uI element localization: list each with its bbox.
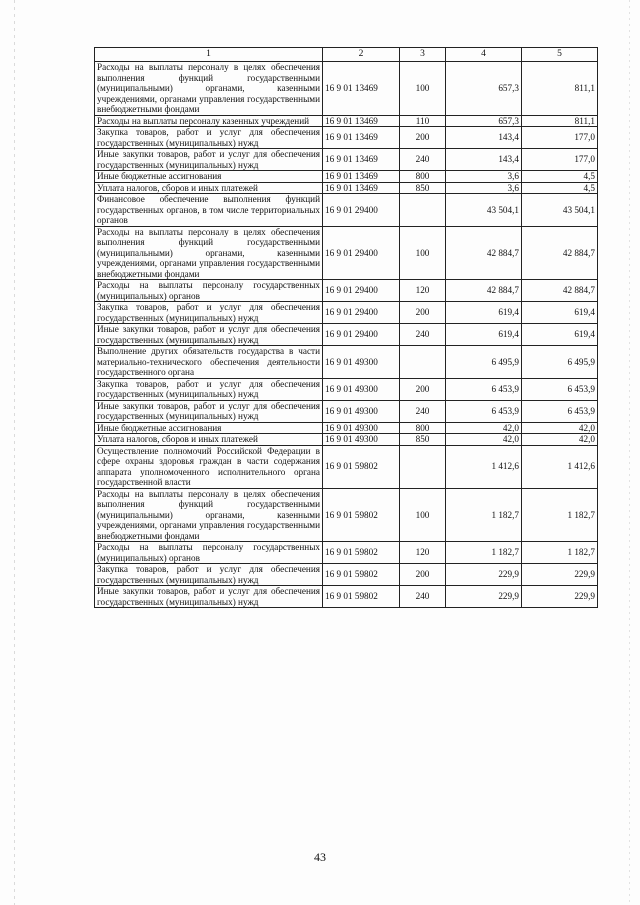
table-row bbox=[95, 280, 598, 302]
table-row bbox=[95, 445, 598, 488]
cell-amount-1: 6 453,9 bbox=[446, 378, 522, 400]
cell-target-code: 16 9 01 49300 bbox=[323, 378, 400, 400]
header-col-5: 5 bbox=[522, 48, 598, 62]
cell-amount-2: 229,9 bbox=[522, 586, 598, 608]
cell-target-code: 16 9 01 49300 bbox=[323, 434, 400, 446]
cell-target-code: 16 9 01 29400 bbox=[323, 280, 400, 302]
cell-amount-1: 657,3 bbox=[446, 62, 522, 116]
cell-expense-type: 110 bbox=[400, 115, 446, 127]
cell-amount-1: 1 412,6 bbox=[446, 445, 522, 488]
cell-name: Иные бюджетные ассигнования bbox=[95, 422, 323, 434]
cell-amount-2: 6 495,9 bbox=[522, 346, 598, 379]
cell-amount-2: 811,1 bbox=[522, 115, 598, 127]
table-row bbox=[95, 564, 598, 586]
cell-expense-type: 800 bbox=[400, 422, 446, 434]
cell-amount-2: 619,4 bbox=[522, 324, 598, 346]
table-row bbox=[95, 422, 598, 434]
cell-name: Иные закупки товаров, работ и услуг для обеспечения государственных (муниципальных) нужд bbox=[95, 400, 323, 422]
table-body bbox=[95, 62, 598, 608]
cell-expense-type: 100 bbox=[400, 226, 446, 280]
cell-name: Финансовое обеспечение выполнения функций государственных органов, в том числе территориальных органов bbox=[95, 194, 323, 227]
cell-name: Закупка товаров, работ и услуг для обеспечения государственных (муниципальных) нужд bbox=[95, 302, 323, 324]
cell-name: Расходы на выплаты персоналу государственных (муниципальных) органов bbox=[95, 280, 323, 302]
cell-name: Расходы на выплаты персоналу государственных (муниципальных) органов bbox=[95, 542, 323, 564]
cell-amount-2: 229,9 bbox=[522, 564, 598, 586]
cell-target-code: 16 9 01 29400 bbox=[323, 302, 400, 324]
cell-expense-type: 200 bbox=[400, 564, 446, 586]
cell-amount-2: 42 884,7 bbox=[522, 226, 598, 280]
cell-name: Иные закупки товаров, работ и услуг для обеспечения государственных (муниципальных) нужд bbox=[95, 586, 323, 608]
table-row bbox=[95, 488, 598, 542]
cell-name: Расходы на выплаты персоналу в целях обеспечения выполнения функций государственными (муниципальными) органами, казенными учреждениями, органами управления государственными внебюджетными фондами bbox=[95, 488, 323, 542]
cell-expense-type: 800 bbox=[400, 171, 446, 183]
cell-amount-1: 3,6 bbox=[446, 182, 522, 194]
cell-amount-2: 177,0 bbox=[522, 127, 598, 149]
cell-amount-2: 6 453,9 bbox=[522, 378, 598, 400]
cell-expense-type: 240 bbox=[400, 324, 446, 346]
cell-amount-1: 143,4 bbox=[446, 149, 522, 171]
header-col-3: 3 bbox=[400, 48, 446, 62]
scan-edge-right bbox=[629, 0, 630, 905]
cell-target-code: 16 9 01 59802 bbox=[323, 542, 400, 564]
cell-amount-1: 6 495,9 bbox=[446, 346, 522, 379]
cell-amount-2: 42 884,7 bbox=[522, 280, 598, 302]
cell-name: Расходы на выплаты персоналу в целях обеспечения выполнения функций государственными (муниципальными) органами, казенными учреждениями, органами управления государственными внебюджетными фондами bbox=[95, 62, 323, 116]
cell-target-code: 16 9 01 59802 bbox=[323, 488, 400, 542]
table-row bbox=[95, 324, 598, 346]
cell-name: Осуществление полномочий Российской Федерации в сфере охраны здоровья граждан в части содержания аппарата уполномоченного исполнительного органа государственной власти bbox=[95, 445, 323, 488]
cell-name: Иные закупки товаров, работ и услуг для обеспечения государственных (муниципальных) нужд bbox=[95, 149, 323, 171]
table-row bbox=[95, 586, 598, 608]
table-row bbox=[95, 115, 598, 127]
cell-amount-2: 177,0 bbox=[522, 149, 598, 171]
cell-amount-1: 229,9 bbox=[446, 564, 522, 586]
cell-expense-type bbox=[400, 194, 446, 227]
cell-target-code: 16 9 01 13469 bbox=[323, 127, 400, 149]
cell-name: Закупка товаров, работ и услуг для обеспечения государственных (муниципальных) нужд bbox=[95, 378, 323, 400]
cell-target-code: 16 9 01 13469 bbox=[323, 62, 400, 116]
cell-expense-type: 120 bbox=[400, 280, 446, 302]
cell-amount-1: 42 884,7 bbox=[446, 226, 522, 280]
cell-target-code: 16 9 01 59802 bbox=[323, 564, 400, 586]
cell-name: Выполнение других обязательств государства в части материально-технического обеспечения деятельности государственного органа bbox=[95, 346, 323, 379]
cell-amount-1: 42,0 bbox=[446, 434, 522, 446]
cell-amount-2: 42,0 bbox=[522, 422, 598, 434]
cell-amount-2: 1 412,6 bbox=[522, 445, 598, 488]
table-row bbox=[95, 149, 598, 171]
cell-amount-1: 6 453,9 bbox=[446, 400, 522, 422]
cell-expense-type: 240 bbox=[400, 586, 446, 608]
scan-edge-left bbox=[14, 0, 15, 905]
cell-target-code: 16 9 01 13469 bbox=[323, 149, 400, 171]
header-col-1: 1 bbox=[95, 48, 323, 62]
table-header-row bbox=[95, 48, 598, 62]
cell-amount-1: 42 884,7 bbox=[446, 280, 522, 302]
cell-target-code: 16 9 01 29400 bbox=[323, 226, 400, 280]
cell-amount-1: 619,4 bbox=[446, 302, 522, 324]
cell-expense-type: 200 bbox=[400, 302, 446, 324]
header-col-4: 4 bbox=[446, 48, 522, 62]
table-row bbox=[95, 346, 598, 379]
cell-target-code: 16 9 01 13469 bbox=[323, 171, 400, 183]
table-row bbox=[95, 127, 598, 149]
cell-name: Расходы на выплаты персоналу в целях обеспечения выполнения функций государственными (муниципальными) органами, казенными учреждениями, органами управления государственными внебюджетными фондами bbox=[95, 226, 323, 280]
cell-amount-2: 4,5 bbox=[522, 171, 598, 183]
cell-amount-1: 657,3 bbox=[446, 115, 522, 127]
cell-amount-1: 619,4 bbox=[446, 324, 522, 346]
cell-expense-type bbox=[400, 346, 446, 379]
cell-amount-2: 6 453,9 bbox=[522, 400, 598, 422]
cell-target-code: 16 9 01 49300 bbox=[323, 422, 400, 434]
cell-target-code: 16 9 01 59802 bbox=[323, 445, 400, 488]
cell-target-code: 16 9 01 29400 bbox=[323, 194, 400, 227]
table-row bbox=[95, 400, 598, 422]
cell-amount-1: 143,4 bbox=[446, 127, 522, 149]
table-row bbox=[95, 171, 598, 183]
cell-amount-2: 4,5 bbox=[522, 182, 598, 194]
cell-amount-1: 42,0 bbox=[446, 422, 522, 434]
cell-name: Иные бюджетные ассигнования bbox=[95, 171, 323, 183]
budget-table bbox=[94, 47, 598, 608]
cell-amount-2: 43 504,1 bbox=[522, 194, 598, 227]
cell-expense-type: 200 bbox=[400, 127, 446, 149]
page-number: 43 bbox=[314, 850, 326, 864]
cell-expense-type: 240 bbox=[400, 149, 446, 171]
cell-target-code: 16 9 01 13469 bbox=[323, 115, 400, 127]
cell-name: Уплата налогов, сборов и иных платежей bbox=[95, 434, 323, 446]
cell-expense-type: 850 bbox=[400, 434, 446, 446]
cell-expense-type: 120 bbox=[400, 542, 446, 564]
header-col-2: 2 bbox=[323, 48, 400, 62]
cell-amount-2: 811,1 bbox=[522, 62, 598, 116]
cell-amount-1: 1 182,7 bbox=[446, 542, 522, 564]
cell-amount-1: 3,6 bbox=[446, 171, 522, 183]
cell-expense-type: 850 bbox=[400, 182, 446, 194]
table-row bbox=[95, 434, 598, 446]
cell-amount-2: 1 182,7 bbox=[522, 542, 598, 564]
table-row bbox=[95, 378, 598, 400]
table-row bbox=[95, 226, 598, 280]
cell-amount-1: 43 504,1 bbox=[446, 194, 522, 227]
cell-name: Иные закупки товаров, работ и услуг для обеспечения государственных (муниципальных) нужд bbox=[95, 324, 323, 346]
cell-name: Закупка товаров, работ и услуг для обеспечения государственных (муниципальных) нужд bbox=[95, 564, 323, 586]
cell-amount-2: 42,0 bbox=[522, 434, 598, 446]
table-row bbox=[95, 182, 598, 194]
cell-expense-type: 100 bbox=[400, 488, 446, 542]
cell-target-code: 16 9 01 29400 bbox=[323, 324, 400, 346]
cell-name: Расходы на выплаты персоналу казенных учреждений bbox=[95, 115, 323, 127]
cell-expense-type: 200 bbox=[400, 378, 446, 400]
cell-expense-type: 240 bbox=[400, 400, 446, 422]
cell-amount-2: 1 182,7 bbox=[522, 488, 598, 542]
cell-target-code: 16 9 01 49300 bbox=[323, 346, 400, 379]
cell-target-code: 16 9 01 13469 bbox=[323, 182, 400, 194]
table-row bbox=[95, 542, 598, 564]
cell-target-code: 16 9 01 59802 bbox=[323, 586, 400, 608]
cell-amount-1: 1 182,7 bbox=[446, 488, 522, 542]
table-row bbox=[95, 302, 598, 324]
cell-amount-1: 229,9 bbox=[446, 586, 522, 608]
cell-name: Закупка товаров, работ и услуг для обеспечения государственных (муниципальных) нужд bbox=[95, 127, 323, 149]
cell-target-code: 16 9 01 49300 bbox=[323, 400, 400, 422]
cell-amount-2: 619,4 bbox=[522, 302, 598, 324]
cell-expense-type bbox=[400, 445, 446, 488]
table-row bbox=[95, 62, 598, 116]
cell-expense-type: 100 bbox=[400, 62, 446, 116]
cell-name: Уплата налогов, сборов и иных платежей bbox=[95, 182, 323, 194]
table-row bbox=[95, 194, 598, 227]
